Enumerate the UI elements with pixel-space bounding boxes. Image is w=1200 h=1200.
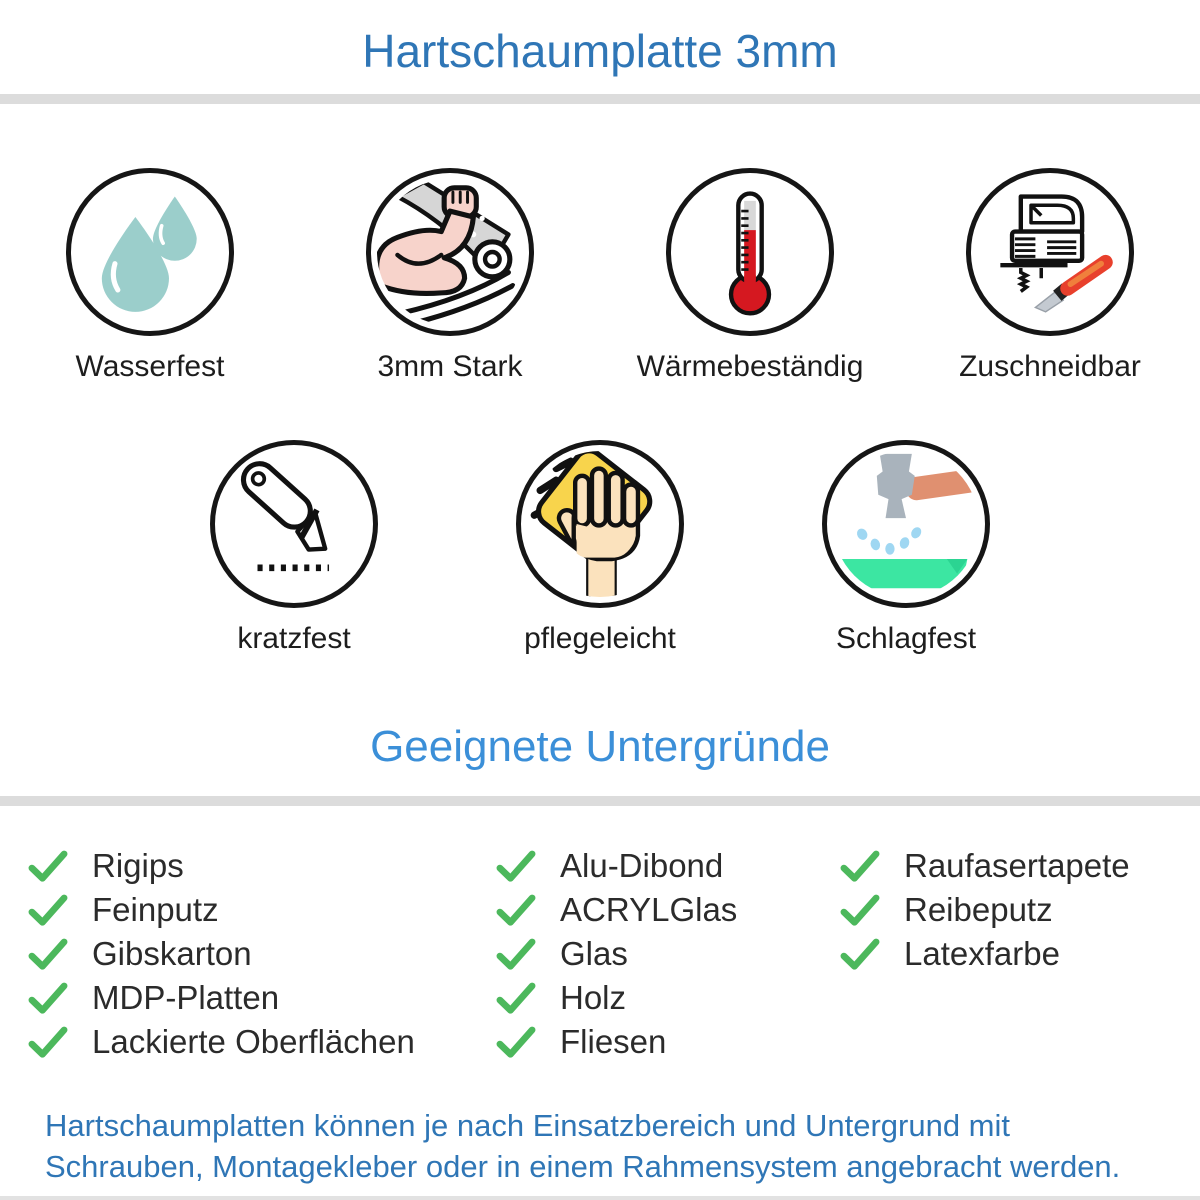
feature-label: kratzfest [237,622,351,655]
feature-schlagfest [753,440,1059,656]
divider-middle [0,796,1200,806]
feature-waermebestaendig [600,168,900,384]
divider-top [0,94,1200,104]
substrate-label: Fliesen [560,1023,667,1060]
substrates-list [0,806,1200,1064]
feature-label: Zuschneidbar [959,350,1141,383]
check-icon [840,850,880,883]
substrate-item [496,888,840,932]
footer-note: Hartschaumplatten können je nach Einsatzbereich und Untergrund mit Schrauben, Montagekleber oder in einem Rahmensystem angebracht werden. [45,1108,1121,1184]
feature-pflegeleicht [447,440,753,656]
check-icon [496,938,536,971]
substrate-label: MDP-Platten [92,979,280,1016]
check-icon [840,938,880,971]
substrates-column-3 [840,844,1200,1064]
substrate-label: Latexfarbe [904,935,1060,972]
utility-knife-icon [210,440,378,608]
thermometer-icon [666,168,834,336]
feature-zuschneidbar [900,168,1200,384]
substrates-column-1 [28,844,496,1064]
substrate-label: Rigips [92,847,184,884]
substrate-item [840,844,1200,888]
check-icon [28,850,68,883]
substrate-label: Holz [560,979,627,1016]
substrate-label: ACRYLGlas [560,891,738,928]
substrate-item [496,976,840,1020]
check-icon [28,982,68,1015]
substrate-item [28,932,496,976]
substrate-item [28,844,496,888]
feature-kratzfest [141,440,447,656]
substrate-label: Lackierte Oberflächen [92,1023,415,1060]
substrate-label: Feinputz [92,891,219,928]
features-row-1 [0,168,1200,384]
substrate-item [496,1020,840,1064]
feature-wasserfest [0,168,300,384]
check-icon [496,894,536,927]
jigsaw-knife-icon [966,168,1134,336]
divider-bottom [0,1196,1200,1200]
substrate-item [28,888,496,932]
substrate-item [840,932,1200,976]
features-row-2 [0,440,1200,656]
substrate-item [840,888,1200,932]
feature-label: Schlagfest [835,622,977,655]
substrate-label: Alu-Dibond [560,847,724,884]
feature-3mm-stark [300,168,600,384]
check-icon [496,982,536,1015]
feature-label: 3mm Stark [377,350,523,383]
feature-label: Wasserfest [75,350,225,383]
hammer-impact-icon [822,440,990,608]
check-icon [28,894,68,927]
water-drops-icon [66,168,234,336]
check-icon [840,894,880,927]
substrate-item [496,932,840,976]
substrate-item [28,976,496,1020]
muscle-arm-roll-icon [366,168,534,336]
section-title-untergruende: Geeignete Untergründe [370,722,830,771]
substrate-label: Glas [560,935,628,972]
feature-label: Wärmebeständig [636,350,864,383]
substrate-item [496,844,840,888]
substrate-label: Raufasertapete [904,847,1130,884]
substrates-column-2 [496,844,840,1064]
substrate-label: Reibeputz [904,891,1053,928]
feature-label: pflegeleicht [524,622,676,655]
page-title: Hartschaumplatte 3mm [362,25,838,77]
check-icon [496,1026,536,1059]
check-icon [496,850,536,883]
substrate-label: Gibskarton [92,935,252,972]
check-icon [28,1026,68,1059]
substrate-item [28,1020,496,1064]
check-icon [28,938,68,971]
cleaning-hand-icon [516,440,684,608]
